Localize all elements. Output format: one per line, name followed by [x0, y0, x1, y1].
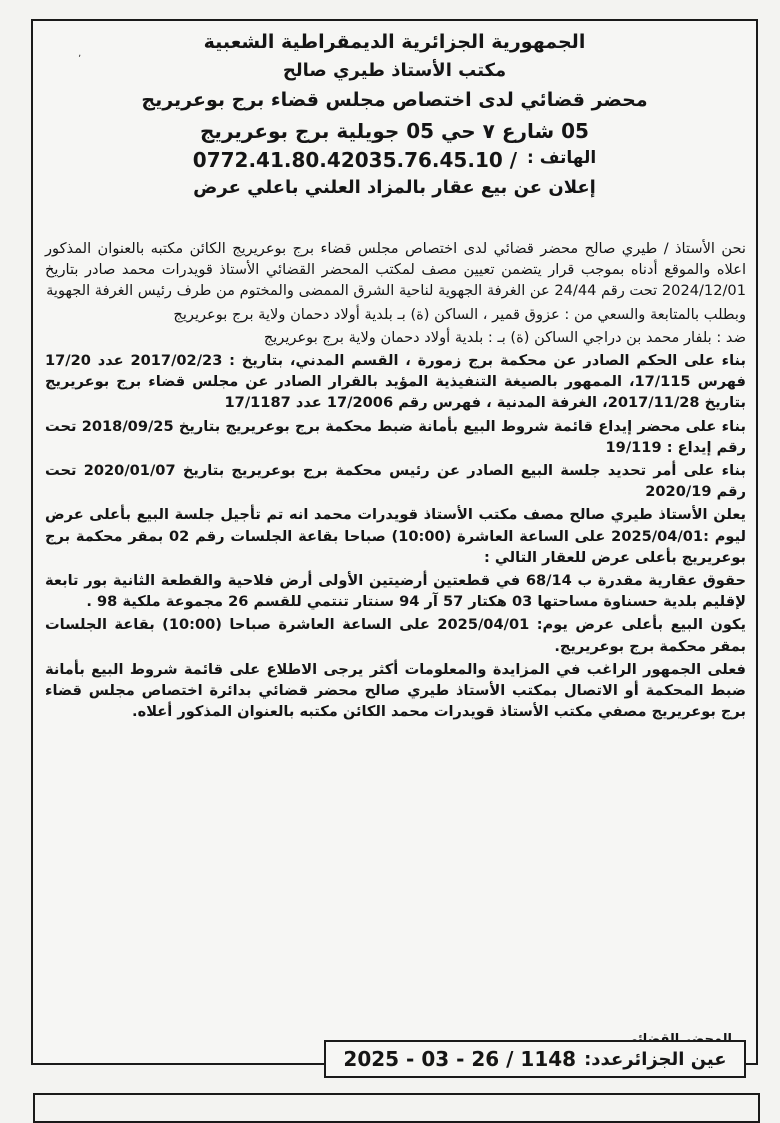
- paragraph-defendant: ضد : بلفار محمد بن دراجي الساكن (ة) بـ : بلدية أولاد دحمان ولاية برج بوعريريج: [263, 328, 746, 346]
- publication-box: [324, 1040, 746, 1078]
- announcement-frame: [31, 19, 758, 1065]
- paragraph-sale-date: يكون البيع بأعلى عرض يوم: 2025/04/01 على الساعة العاشرة صباحا (10:00) بقاعة الجلسات بمقر محكمة برج بوعريريج.: [45, 616, 746, 655]
- announcement-body: [45, 238, 746, 724]
- publication-label: عين الجزائرعدد:: [584, 1048, 727, 1070]
- paragraph-property: حقوق عقارية مقدرة ب 68/14 في قطعتين أرضيتين الأولى أرض فلاحية والقطعة الثانية بور تابعة لإقليم بلدية حسناوة مساحتها 03 هكتار 57 آر 94 سنتار تنتمي للقسم 26 مجموعة ملكية 98 .: [45, 572, 746, 611]
- paragraph-intro: نحن الأستاذ / طيري صالح محضر قضائي لدى اختصاص مجلس قضاء برج بوعريريج الكائن مكتبه بالعنوان المذكور اعلاه والموقع أدناه بموجب قرار يتضمن تعيين مصف لمكتب المحضر القضائي الأستاذ قويدرات محمد صادر بتاريخ 2024/12/01 تحت رقم 24/44 عن الغرفة الجهوية لناحية الشرق الممضى والمختوم من طرف رئيس الغرفة الجهوية: [45, 240, 746, 300]
- republic-name: الجمهورية الجزائرية الديمقراطية الشعبية: [203, 31, 586, 53]
- paragraph-plaintiff: وبطلب بالمتابعة والسعي من : عزوق قمير ، الساكن (ة) بـ بلدية أولاد دحمان ولاية برج بوعريريج: [173, 305, 746, 323]
- paragraph-judgment: بناء على الحكم الصادر عن محكمة برج زمورة ، القسم المدني، بتاريخ : 2017/02/23 عدد 17/20 فهرس 17/115، الممهور بالصيغة التنفيذية المؤيد بالقرار الصادر عن مجلس قضاء برج بوعريريج بتاريخ 2017/11/28، الغرفة المدنية ، فهرس رقم 17/2006 عدد 17/1187: [45, 352, 746, 412]
- paragraph-postponement: يعلن الأستاذ طيري صالح مصف مكتب الأستاذ قويدرات محمد انه تم تأجيل جلسة البيع بأعلى عرض ليوم :2025/04/01 على الساعة العاشرة (10:00) صباحا بقاعة الجلسات رقم 02 بمقر محكمة برج بوعريريج بأعلى عرض للعقار التالي :: [45, 506, 747, 566]
- phone-value: 0772.41.80.42035.76.45.10 /: [192, 148, 518, 172]
- paragraph-order: بناء على أمر تحديد جلسة البيع الصادر عن رئيس محكمة برج بوعريريج بتاريخ 2020/01/07 تحت رقم 2020/19: [45, 462, 746, 501]
- publication-number: 2025 - 03 - 26 / 1148: [343, 1047, 577, 1071]
- phone-line: [33, 150, 756, 170]
- next-announcement-box: [33, 1093, 760, 1123]
- office-name: مكتب الأستاذ طيري صالح: [282, 60, 507, 81]
- address: 05 شارع ٧ حي 05 جويلية برج بوعريريج: [200, 119, 589, 143]
- paragraph-closing: فعلى الجمهور الراغب في المزايدة والمعلومات أكثر يرجى الاطلاع على قائمة شروط البيع بأمانة ضبط المحكمة أو الاتصال بمكتب الأستاذ طيري صالح محضر قضائي بدائرة اختصاص مجلس قضاء برج بوعريريج مصفي مكتب الأستاذ قويدرات محمد الكائن مكتبه بالعنوان المذكور أعلاه.: [45, 660, 746, 721]
- corner-mark: ʼ: [78, 54, 82, 65]
- jurisdiction: محضر قضائي لدى اختصاص مجلس قضاء برج بوعريريج: [141, 89, 648, 111]
- letterhead: [33, 33, 756, 197]
- paragraph-deposit: بناء على محضر إيداع قائمة شروط البيع بأمانة ضبط محكمة برج بوعريريج بتاريخ 2018/09/25 تحت رقم إيداع : 19/119: [45, 417, 746, 456]
- phone-label: الهاتف :: [527, 148, 597, 168]
- announcement-title: إعلان عن بيع عقار بالمزاد العلني باعلي عرض: [193, 177, 596, 198]
